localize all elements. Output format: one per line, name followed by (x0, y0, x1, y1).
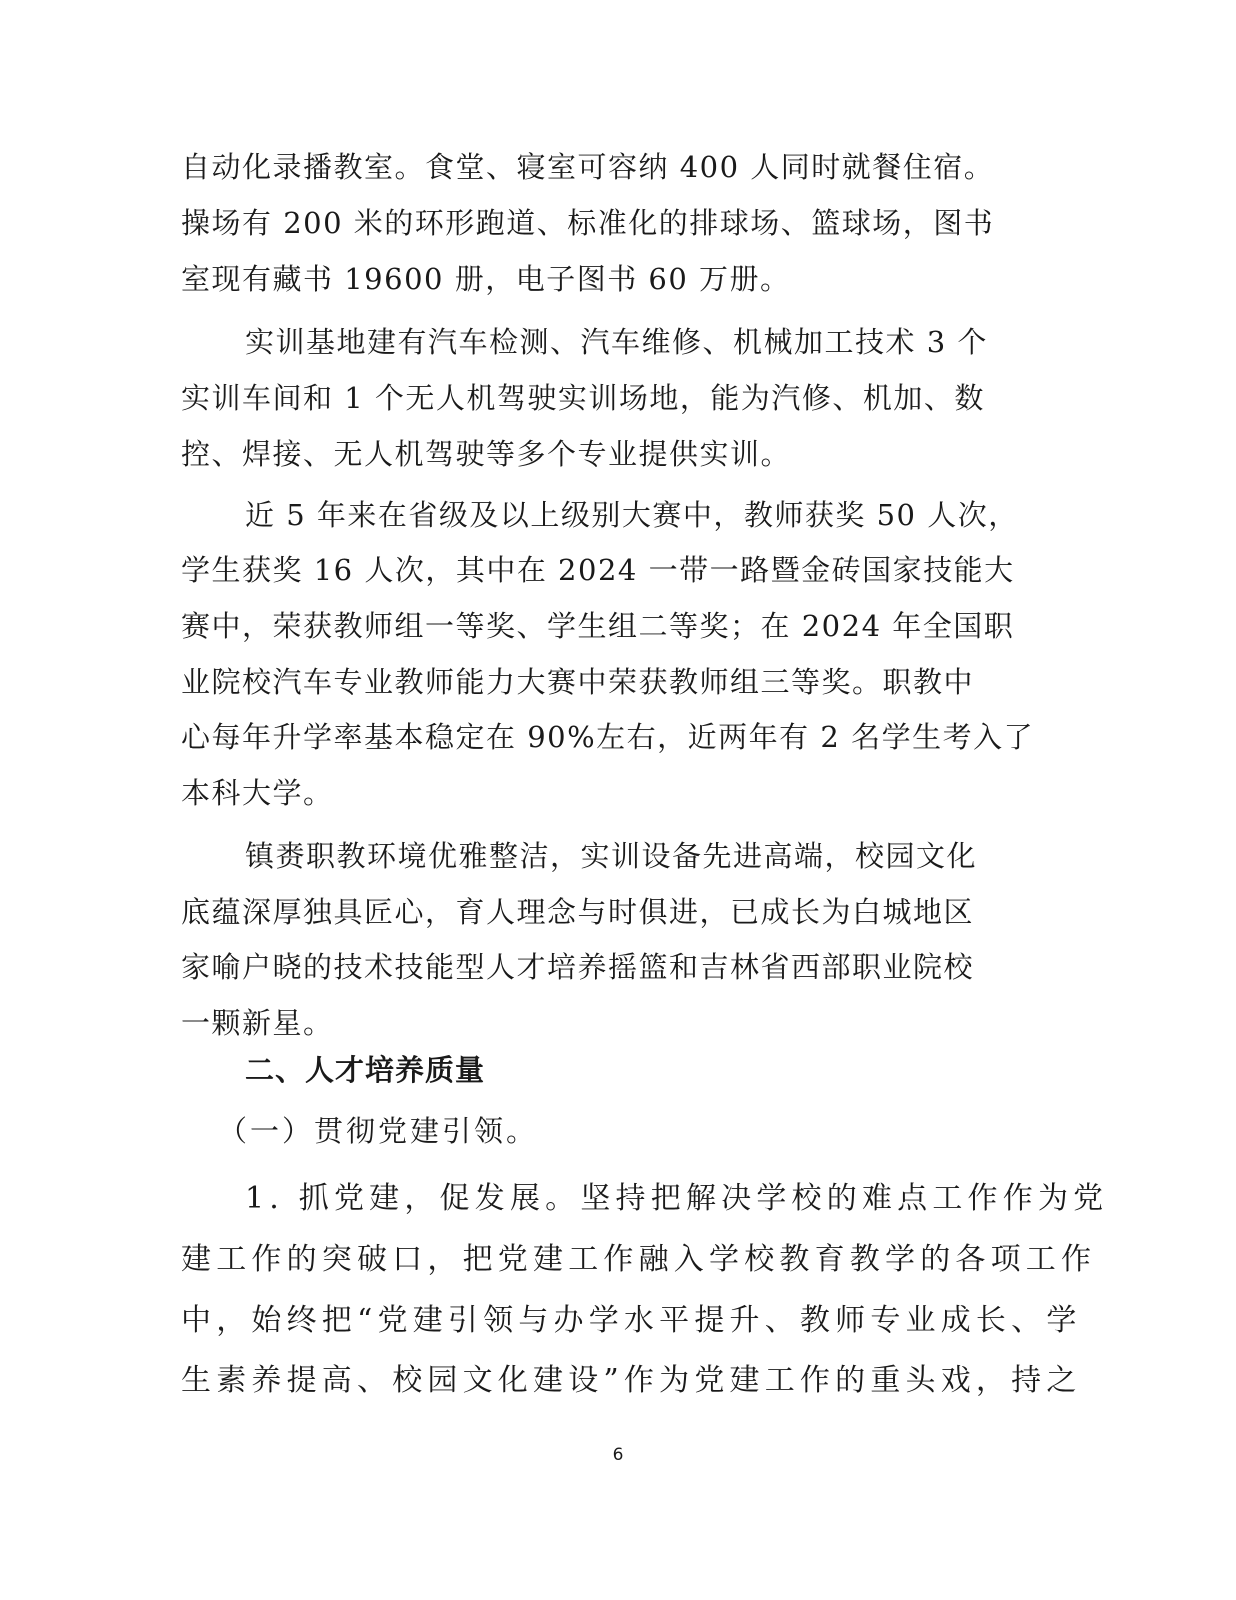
paragraph-5-line-4: 生素养提高、校园文化建设”作为党建工作的重头戏，持之 (181, 1363, 1082, 1398)
paragraph-3-line-6: 本科大学。 (181, 776, 334, 810)
subsection-heading: （一）贯彻党建引领。 (218, 1114, 539, 1148)
paragraph-5-line-2: 建工作的突破口，把党建工作融入学校教育教学的各项工作 (181, 1242, 1097, 1277)
paragraph-3-line-2: 学生获奖 16 人次，其中在 2024 一带一路暨金砖国家技能大 (181, 553, 1015, 587)
paragraph-1-line-3: 室现有藏书 19600 册，电子图书 60 万册。 (181, 262, 791, 296)
paragraph-4-line-2: 底蕴深厚独具匠心，育人理念与时俱进，已成长为白城地区 (181, 895, 975, 929)
paragraph-1-line-1: 自动化录播教室。食堂、寝室可容纳 400 人同时就餐住宿。 (181, 150, 995, 184)
paragraph-2-line-3: 控、焊接、无人机驾驶等多个专业提供实训。 (181, 437, 792, 471)
paragraph-2-line-1: 实训基地建有汽车检测、汽车维修、机械加工技术 3 个 (245, 325, 988, 359)
section-heading: 二、人才培养质量 (245, 1053, 486, 1087)
paragraph-1-line-2: 操场有 200 米的环形跑道、标准化的排球场、篮球场，图书 (181, 206, 995, 240)
paragraph-3-line-1: 近 5 年来在省级及以上级别大赛中，教师获奖 50 人次， (245, 498, 1019, 532)
paragraph-3-line-4: 业院校汽车专业教师能力大赛中荣获教师组三等奖。职教中 (181, 665, 975, 699)
paragraph-4-line-3: 家喻户晓的技术技能型人才培养摇篮和吉林省西部职业院校 (181, 950, 975, 984)
page-number: 6 (612, 1445, 624, 1465)
paragraph-3-line-5: 心每年升学率基本稳定在 90%左右，近两年有 2 名学生考入了 (181, 720, 1035, 754)
paragraph-4-line-1: 镇赉职教环境优雅整洁，实训设备先进高端，校园文化 (245, 839, 978, 873)
paragraph-3-line-3: 赛中，荣获教师组一等奖、学生组二等奖；在 2024 年全国职 (181, 609, 1015, 643)
paragraph-2-line-2: 实训车间和 1 个无人机驾驶实训场地，能为汽修、机加、数 (181, 381, 985, 415)
paragraph-4-line-4: 一颗新星。 (181, 1006, 334, 1040)
paragraph-5-line-1: 1. 抓党建，促发展。坚持把解决学校的难点工作作为党 (245, 1181, 1109, 1216)
paragraph-5-line-3: 中，始终把“党建引领与办学水平提升、教师专业成长、学 (181, 1303, 1082, 1338)
